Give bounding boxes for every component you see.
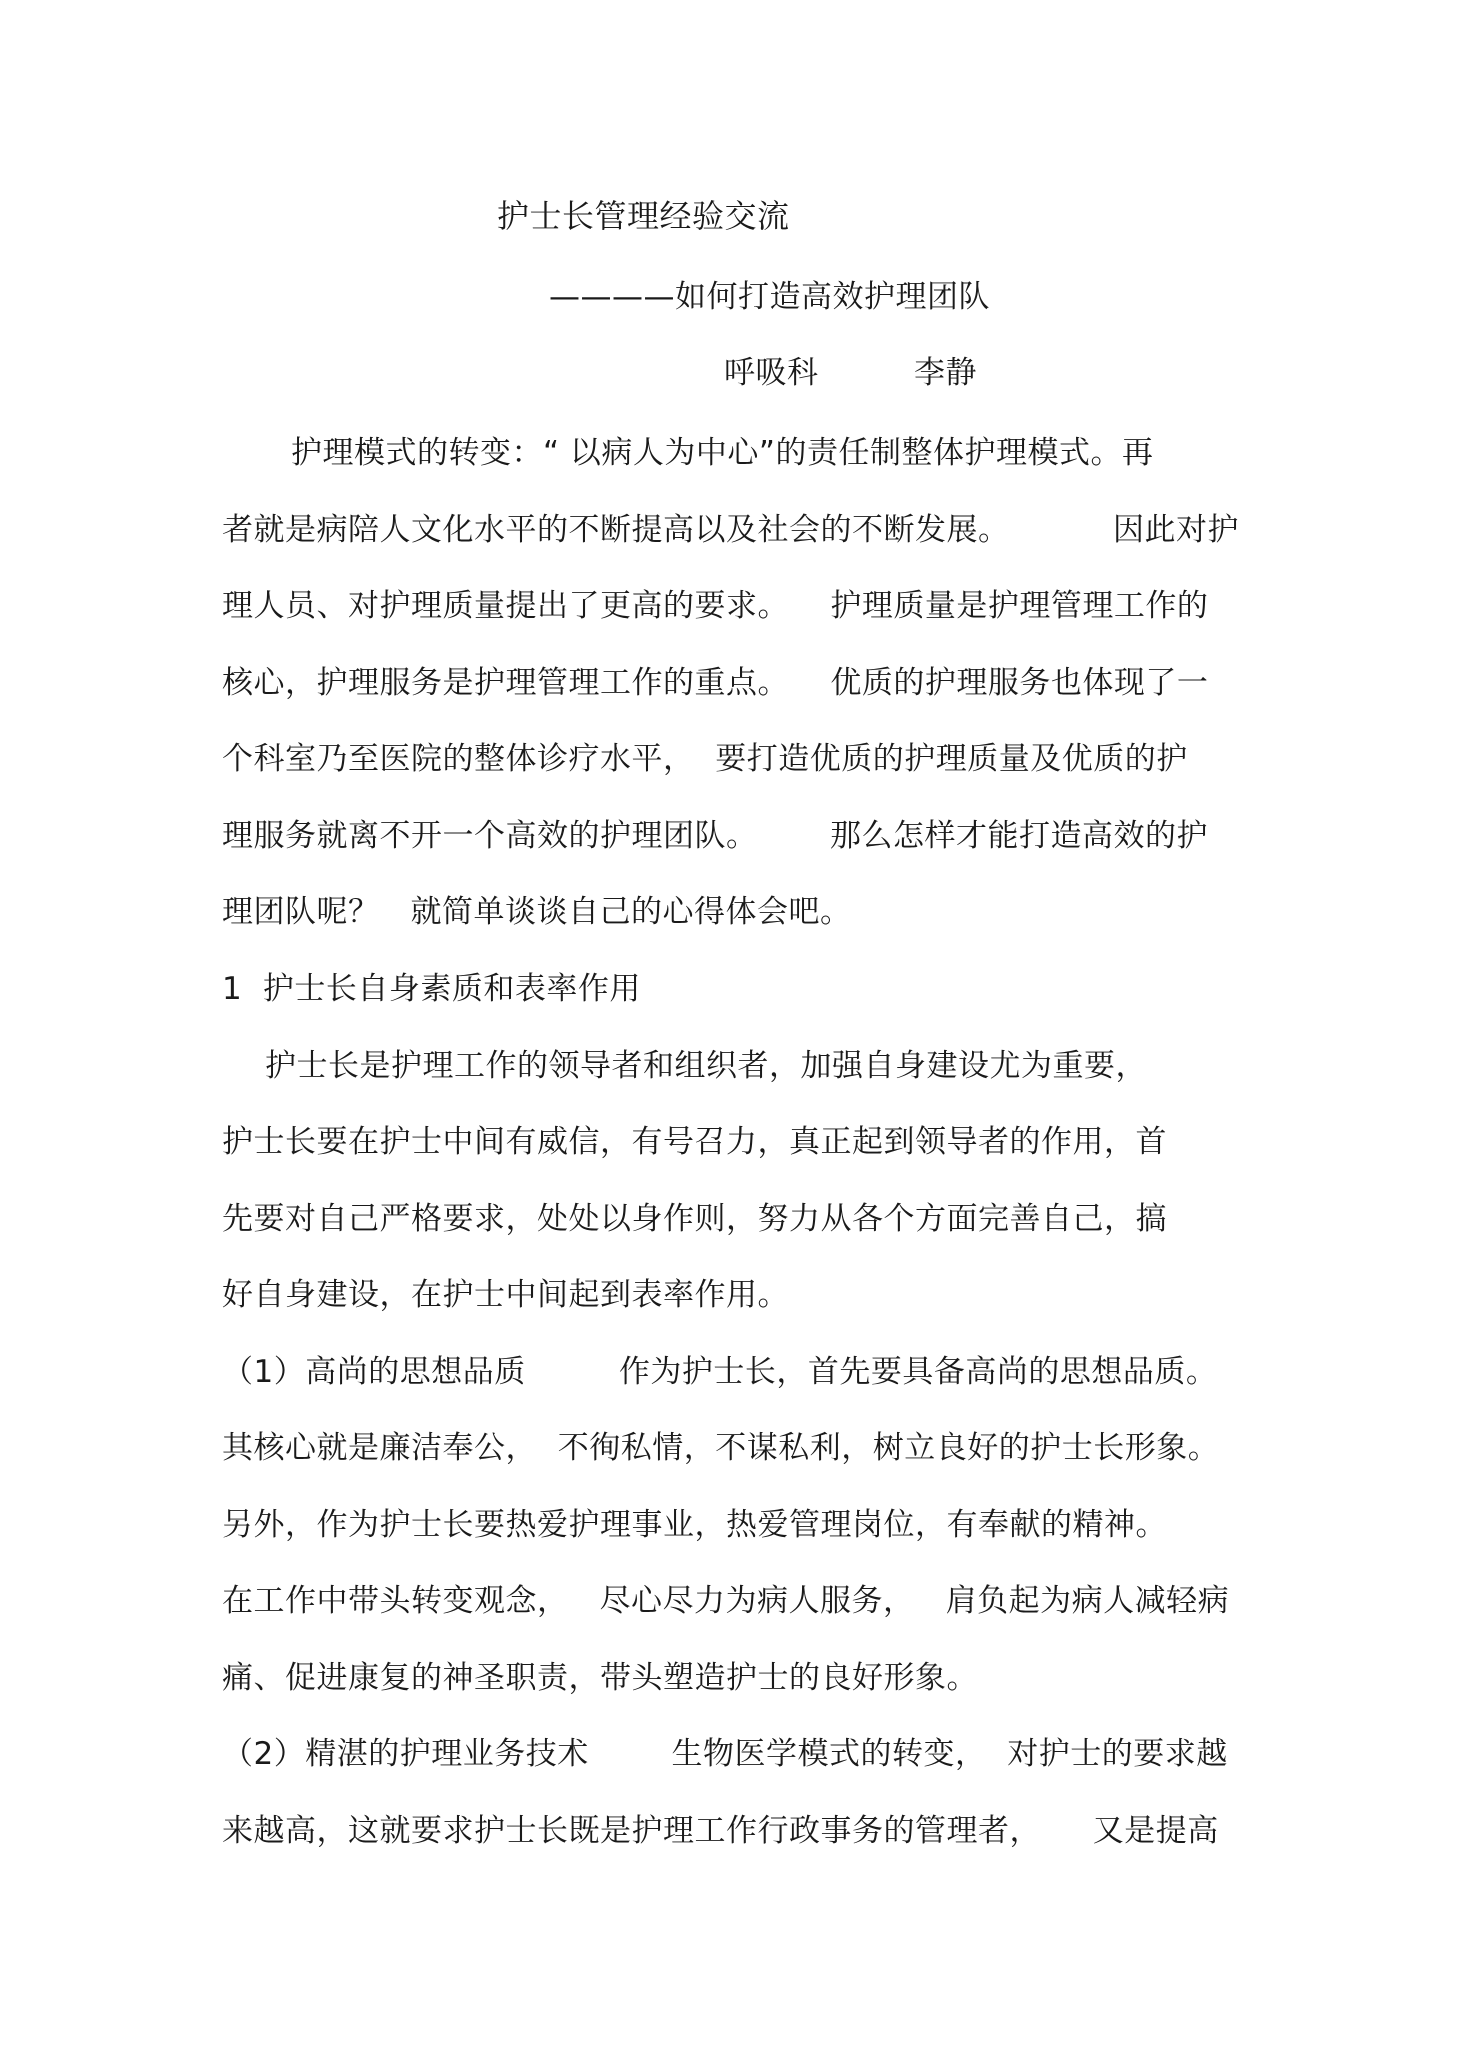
body-line: 核心，护理服务是护理管理工作的重点。 优质的护理服务也体现了一 [222, 665, 1209, 701]
body-line: 在工作中带头转变观念， 尽心尽力为病人服务， 肩负起为病人减轻病 [222, 1583, 1230, 1619]
body-line: 痛、促进康复的神圣职责，带头塑造护士的良好形象。 [222, 1660, 978, 1696]
body-line: 另外，作为护士长要热爱护理事业，热爱管理岗位，有奉献的精神。 [222, 1507, 1167, 1543]
body-line: 来越高，这就要求护士长既是护理工作行政事务的管理者， 又是提高 [222, 1813, 1219, 1849]
body-line: 理团队呢？ 就简单谈谈自己的心得体会吧。 [222, 894, 852, 930]
section-heading: 1 护士长自身素质和表率作用 [222, 971, 641, 1007]
body-line: 者就是病陪人文化水平的不断提高以及社会的不断发展。 因此对护 [222, 512, 1240, 548]
document-subtitle: ————如何打造高效护理团队 [549, 279, 990, 315]
body-line: 护理模式的转变：“ 以病人为中心”的责任制整体护理模式。再 [291, 435, 1154, 471]
subsection-line: （1）高尚的思想品质 作为护士长，首先要具备高尚的思想品质。 [222, 1354, 1218, 1390]
document-title: 护士长管理经验交流 [497, 197, 790, 235]
subsection-line: （2）精湛的护理业务技术 生物医学模式的转变， 对护士的要求越 [222, 1736, 1228, 1772]
body-line: 个科室乃至医院的整体诊疗水平， 要打造优质的护理质量及优质的护 [222, 741, 1188, 777]
department-label: 呼吸科 [724, 355, 819, 391]
body-line: 好自身建设，在护士中间起到表率作用。 [222, 1277, 789, 1313]
body-line: 护士长要在护士中间有威信，有号召力，真正起到领导者的作用，首 [222, 1124, 1167, 1160]
body-line: 护士长是护理工作的领导者和组织者，加强自身建设尤为重要， [265, 1048, 1147, 1084]
body-line: 理服务就离不开一个高效的护理团队。 那么怎样才能打造高效的护 [222, 818, 1208, 854]
body-line: 其核心就是廉洁奉公， 不徇私情，不谋私利，树立良好的护士长形象。 [222, 1430, 1220, 1466]
body-line: 先要对自己严格要求，处处以身作则，努力从各个方面完善自己，搞 [222, 1201, 1167, 1237]
author-name: 李静 [914, 355, 977, 391]
body-line: 理人员、对护理质量提出了更高的要求。 护理质量是护理管理工作的 [222, 588, 1209, 624]
